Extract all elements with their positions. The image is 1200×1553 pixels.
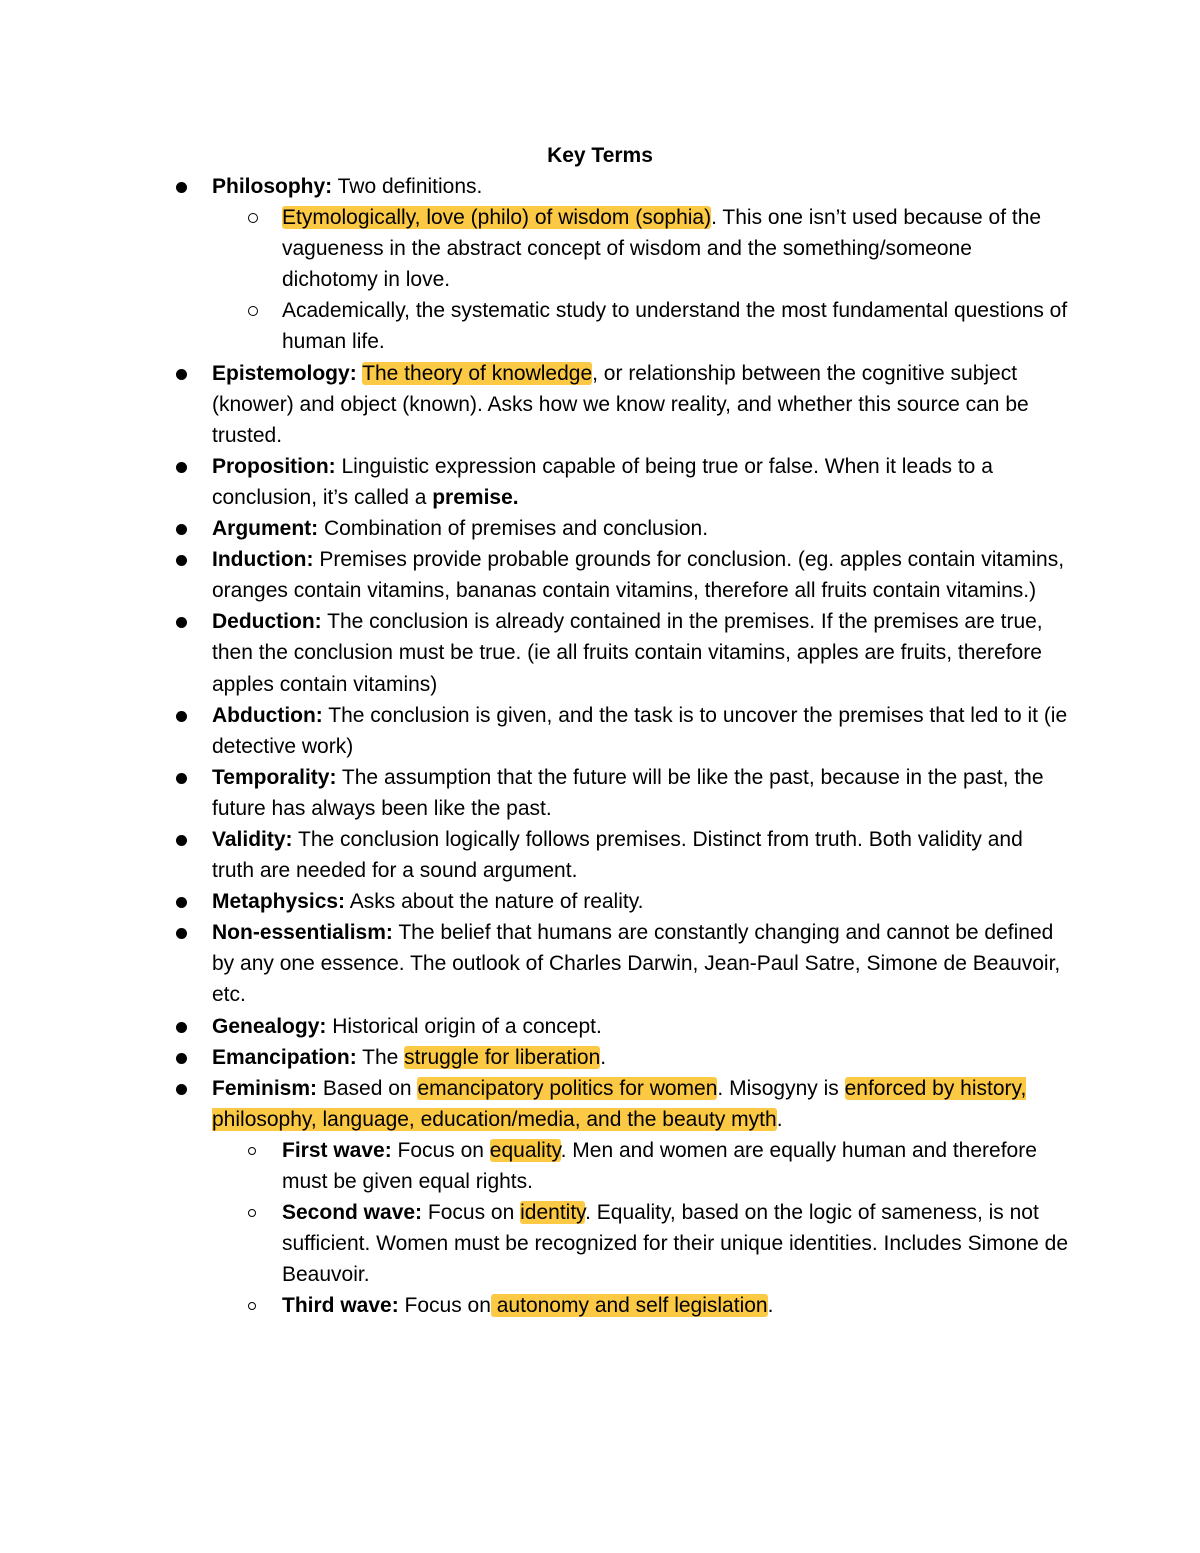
sub-item: [282, 1197, 1070, 1290]
sub-list: [212, 1135, 1070, 1322]
circle-bullet-icon: [248, 1209, 256, 1217]
term-item-abduction: [0, 700, 1200, 762]
body-text: Focus on: [398, 1294, 491, 1318]
bullet-icon: [176, 1022, 187, 1033]
body-text: Premises provide probable grounds for conclusion. (eg. apples contain vitamins, oranges contain vitamins, bananas contain vitamins, therefore all fruits contain vitamins.): [212, 548, 1065, 603]
bold-text: Third wave:: [282, 1294, 399, 1318]
term-name: Non-essentialism:: [212, 921, 393, 945]
bullet-icon: [176, 524, 187, 535]
terms-content: [0, 171, 1200, 1321]
term-item-feminism: [0, 1073, 1200, 1322]
term-name: Genealogy:: [212, 1014, 327, 1038]
bullet-icon: [176, 182, 187, 193]
term-item-temporality: [0, 762, 1200, 824]
body-text: Based on: [317, 1076, 418, 1100]
circle-bullet-icon: [248, 306, 258, 316]
sub-item: [282, 1290, 1070, 1321]
bold-text: First wave:: [282, 1138, 392, 1162]
bullet-icon: [176, 711, 187, 722]
body-text: Historical origin of a concept.: [326, 1014, 602, 1038]
bullet-icon: [176, 1084, 187, 1095]
body-text: . This one isn’t used because of the vagueness in the abstract concept of wisdom and the something/someone dichotomy in love.: [282, 206, 1042, 292]
circle-bullet-icon: [248, 213, 258, 223]
term-name: Validity:: [212, 827, 293, 851]
bullet-icon: [176, 617, 187, 628]
term-name: Temporality:: [212, 765, 337, 789]
body-text: The conclusion is already contained in the premises. If the premises are true, then the conclusion must be true. (ie all fruits contain vitamins, apples are fruits, therefore apples contain vitamins): [212, 610, 1043, 696]
body-text: Linguistic expression capable of being true or false. When it leads to a conclusion, it’s called a: [212, 454, 993, 509]
body-text: .: [600, 1045, 607, 1069]
term-name: Deduction:: [212, 610, 322, 634]
page-title: Key Terms: [547, 144, 653, 167]
bullet-icon: [176, 835, 187, 846]
body-text: .: [776, 1107, 783, 1131]
bullet-icon: [176, 1053, 187, 1064]
circle-bullet-icon: [248, 1147, 256, 1155]
body-text: Focus on: [422, 1201, 521, 1225]
bold-text: Second wave:: [282, 1201, 423, 1225]
body-text: Focus on: [391, 1138, 490, 1162]
sub-item: [282, 295, 1070, 357]
highlighted-text: struggle for liberation: [404, 1045, 601, 1069]
term-item-metaphysics: [0, 886, 1200, 917]
body-text: . Misogyny is: [717, 1076, 845, 1100]
bullet-icon: [176, 928, 187, 939]
body-text: The belief that humans are constantly changing and cannot be defined by any one essence. The outlook of Charles Darwin, Jean-Paul Satre, Simone de Beauvoir, etc.: [212, 921, 1061, 1007]
term-item-non-essentialism: [0, 917, 1200, 1010]
highlighted-text: autonomy and self legislation: [490, 1294, 768, 1318]
body-text: The conclusion is given, and the task is to uncover the premises that led to it (ie detective work): [212, 703, 1068, 758]
body-text: Combination of premises and conclusion.: [318, 517, 709, 541]
term-name: Abduction:: [212, 703, 323, 727]
term-item-genealogy: [0, 1011, 1200, 1042]
bullet-icon: [176, 555, 187, 566]
sub-item: [282, 202, 1070, 295]
term-name: Proposition:: [212, 454, 336, 478]
highlighted-text: identity: [520, 1201, 586, 1225]
term-name: Argument:: [212, 517, 319, 541]
term-name: Emancipation:: [212, 1045, 357, 1069]
term-name: Philosophy:: [212, 175, 333, 198]
bullet-icon: [176, 897, 187, 908]
body-text: The: [356, 1045, 405, 1069]
term-item-validity: [0, 824, 1200, 886]
term-item-deduction: [0, 606, 1200, 699]
body-text: Academically, the systematic study to understand the most fundamental questions of human life.: [282, 299, 1068, 354]
sub-list: [212, 202, 1070, 357]
term-item-epistemology: [0, 358, 1200, 451]
term-item-proposition: [0, 451, 1200, 513]
term-item-induction: [0, 544, 1200, 606]
term-name: Feminism:: [212, 1076, 318, 1100]
body-text: . Men and women are equally human and therefore must be given equal rights.: [282, 1138, 1037, 1193]
term-item-argument: [0, 513, 1200, 544]
body-text: , or relationship between the cognitive subject (knower) and object (known). Asks how we know reality, and whether this source can be trusted.: [212, 361, 1029, 447]
body-text: Asks about the nature of reality.: [345, 890, 644, 914]
bullet-icon: [176, 462, 187, 473]
highlighted-text: enforced by history, philosophy, language, education/media, and the beauty myth: [212, 1076, 1027, 1131]
bullet-icon: [176, 369, 187, 380]
term-name: Induction:: [212, 548, 314, 572]
term-item-philosophy: [0, 171, 1200, 358]
bullet-icon: [176, 773, 187, 784]
highlighted-text: The theory of knowledge: [362, 361, 593, 385]
body-text: . Equality, based on the logic of sameness, is not sufficient. Women must be recognized for their unique identities. Includes Simone de Beauvoir.: [282, 1201, 1068, 1287]
highlighted-text: equality: [489, 1138, 561, 1162]
term-item-emancipation: [0, 1042, 1200, 1073]
bold-text: premise.: [432, 485, 519, 509]
body-text: Two definitions.: [332, 175, 483, 198]
body-text: .: [767, 1294, 774, 1318]
term-name: Epistemology:: [212, 361, 357, 385]
term-name: Metaphysics:: [212, 890, 346, 914]
circle-bullet-icon: [248, 1302, 256, 1310]
body-text: The assumption that the future will be like the past, because in the past, the future has always been like the past.: [212, 765, 1044, 820]
highlighted-text: Etymologically, love (philo) of wisdom (sophia): [282, 206, 712, 230]
highlighted-text: emancipatory politics for women: [417, 1076, 718, 1100]
sub-item: [282, 1135, 1070, 1197]
body-text: The conclusion logically follows premises. Distinct from truth. Both validity and truth are needed for a sound argument.: [212, 827, 1023, 883]
term-list: [0, 171, 1200, 1321]
